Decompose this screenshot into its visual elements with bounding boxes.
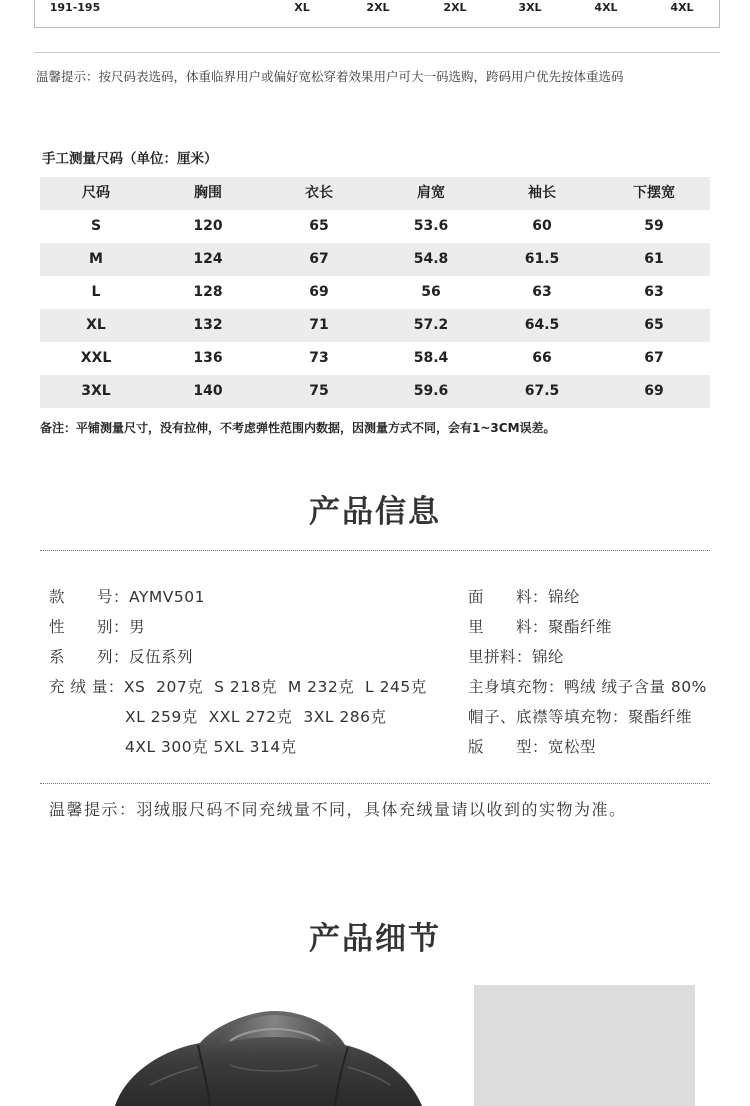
table-row xyxy=(40,309,710,342)
info-value: XL 259克 XXL 272克 3XL 286克 xyxy=(125,708,387,726)
table-cell: 58.4 xyxy=(413,350,449,366)
table-cell: 140 xyxy=(193,383,223,399)
info-item xyxy=(125,705,387,727)
measure-table-title: 手工测量尺码（单位：厘米） xyxy=(42,151,218,167)
info-label: 帽子、底襟等填充物： xyxy=(468,708,629,726)
info-item xyxy=(49,675,427,697)
column-header: 下摆宽 xyxy=(633,185,675,201)
table-cell: 69 xyxy=(309,284,329,300)
size-recommend-table xyxy=(34,0,720,28)
table-cell: 73 xyxy=(309,350,329,366)
table-row xyxy=(40,243,710,276)
dotted-divider xyxy=(40,783,710,784)
table-cell: XL xyxy=(86,317,106,333)
table-cell: 67.5 xyxy=(524,383,560,399)
measure-note: 备注：平铺测量尺寸，没有拉伸，不考虑弹性范围内数据，因测量方式不同，会有1~3CM误差。 xyxy=(40,421,556,435)
info-value: 锦纶 xyxy=(532,648,565,666)
table-row xyxy=(35,0,719,24)
info-label: 充 绒 量： xyxy=(49,678,124,696)
dotted-divider xyxy=(40,550,710,551)
table-row xyxy=(40,375,710,408)
info-item xyxy=(468,705,692,727)
info-label: 面 料： xyxy=(468,588,549,606)
table-cell: XXL xyxy=(80,350,112,366)
info-value: 反伍系列 xyxy=(129,648,194,666)
info-value: AYMV501 xyxy=(129,588,205,606)
table-header-row xyxy=(40,177,710,210)
table-cell: 4XL xyxy=(594,1,618,14)
table-row xyxy=(40,210,710,243)
column-header: 胸围 xyxy=(194,185,222,201)
table-cell: 120 xyxy=(193,218,223,234)
table-cell: 2XL xyxy=(443,1,467,14)
table-cell: 59.6 xyxy=(413,383,449,399)
column-header: 肩宽 xyxy=(417,185,445,201)
table-cell: 3XL xyxy=(518,1,542,14)
down-fill-tip: 温馨提示：羽绒服尺码不同充绒量不同，具体充绒量请以收到的实物为准。 xyxy=(49,800,627,819)
table-cell: 132 xyxy=(193,317,223,333)
table-cell: 53.6 xyxy=(413,218,449,234)
info-label: 性 别： xyxy=(49,618,130,636)
table-cell: M xyxy=(89,251,103,267)
info-value: 聚酯纤维 xyxy=(548,618,613,636)
table-cell: 71 xyxy=(309,317,329,333)
table-cell: 65 xyxy=(309,218,329,234)
table-cell: XL xyxy=(294,1,310,14)
table-cell: 67 xyxy=(309,251,329,267)
info-item xyxy=(49,615,145,637)
table-cell: 124 xyxy=(193,251,223,267)
table-cell: S xyxy=(90,218,102,234)
product-detail-title: 产品细节 xyxy=(309,921,441,957)
table-cell: 61.5 xyxy=(524,251,560,267)
table-cell: 60 xyxy=(532,218,552,234)
divider xyxy=(34,52,720,53)
info-item xyxy=(468,675,707,697)
table-cell: 63 xyxy=(532,284,552,300)
info-value: 鸭绒 绒子含量 80% xyxy=(564,678,707,696)
table-cell: 64.5 xyxy=(524,317,560,333)
info-item xyxy=(468,615,612,637)
size-tip: 温馨提示：按尺码表选码，体重临界用户或偏好宽松穿着效果用户可大一码选购，跨码用户优先按体重选码 xyxy=(36,69,624,84)
info-value: 宽松型 xyxy=(548,738,597,756)
table-cell: 66 xyxy=(532,350,552,366)
info-item xyxy=(468,645,564,667)
table-cell: 63 xyxy=(644,284,664,300)
detail-image-placeholder xyxy=(474,985,695,1106)
table-cell: 59 xyxy=(644,218,664,234)
info-value: 锦纶 xyxy=(548,588,581,606)
info-label: 款 号： xyxy=(49,588,130,606)
info-item xyxy=(49,585,205,607)
table-cell: 136 xyxy=(193,350,223,366)
product-info-title: 产品信息 xyxy=(309,494,441,530)
table-cell: 2XL xyxy=(366,1,390,14)
info-item xyxy=(468,585,580,607)
table-cell: 75 xyxy=(309,383,329,399)
table-cell: L xyxy=(91,284,101,300)
table-cell: 191-195 xyxy=(49,1,101,14)
table-cell: 4XL xyxy=(670,1,694,14)
table-row xyxy=(40,342,710,375)
info-value: 男 xyxy=(129,618,146,636)
info-label: 主身填充物： xyxy=(468,678,565,696)
table-cell: 3XL xyxy=(81,383,111,399)
table-row xyxy=(40,276,710,309)
measure-table xyxy=(40,177,710,408)
info-label: 里拼料： xyxy=(468,648,533,666)
table-cell: 128 xyxy=(193,284,223,300)
table-cell: 69 xyxy=(644,383,664,399)
info-value: 聚酯纤维 xyxy=(628,708,693,726)
table-cell: 57.2 xyxy=(413,317,449,333)
table-cell: 61 xyxy=(644,251,664,267)
column-header: 衣长 xyxy=(305,185,333,201)
column-header: 袖长 xyxy=(528,185,556,201)
info-label: 系 列： xyxy=(49,648,130,666)
table-cell: 65 xyxy=(644,317,664,333)
info-item xyxy=(468,735,596,757)
info-label: 版 型： xyxy=(468,738,549,756)
table-cell: 54.8 xyxy=(413,251,449,267)
info-value: XS 207克 S 218克 M 232克 L 245克 xyxy=(123,678,427,696)
info-value: 4XL 300克 5XL 314克 xyxy=(125,738,297,756)
info-label: 里 料： xyxy=(468,618,549,636)
column-header: 尺码 xyxy=(82,185,110,201)
jacket-image xyxy=(90,1005,450,1106)
table-cell: 67 xyxy=(644,350,664,366)
table-cell: 56 xyxy=(421,284,441,300)
info-item xyxy=(125,735,297,757)
info-item xyxy=(49,645,193,667)
